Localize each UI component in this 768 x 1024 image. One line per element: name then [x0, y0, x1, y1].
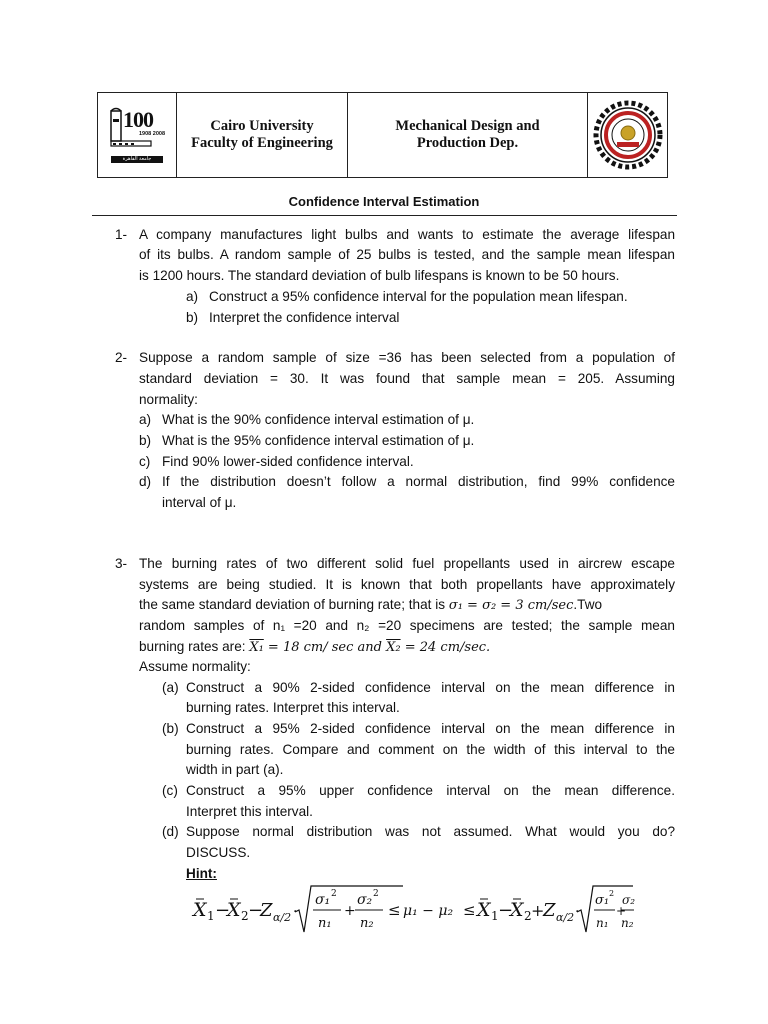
line-text: the same standard deviation of burning rate; that is: [139, 597, 446, 612]
part-label: b): [186, 310, 199, 325]
formula-minus: −: [215, 900, 231, 921]
formula-z: Z: [543, 900, 556, 921]
department-line2: Production Dep.: [416, 135, 519, 151]
logo-number: 100: [123, 107, 153, 132]
formula-sq: 2: [373, 889, 379, 899]
formula-leq: ≤: [463, 901, 476, 919]
question-line: A company manufactures light bulbs and wants to estimate the average lifespan: [139, 227, 675, 242]
department-logo-cell: [588, 93, 667, 177]
part-label: (c): [162, 783, 178, 798]
gear-emblem-icon: [593, 100, 663, 170]
formula-x2: X: [510, 899, 524, 921]
part-text: Suppose normal distribution was not assumed. What would you do?: [186, 824, 675, 839]
part-label: (b): [162, 721, 179, 736]
header-table: [97, 92, 668, 178]
question-line: [139, 595, 675, 617]
part-text: What is the 90% confidence interval estimation of μ.: [162, 412, 475, 427]
part-label: b): [139, 433, 152, 448]
university-name: Cairo University: [210, 118, 314, 134]
question-line: [139, 637, 490, 659]
department-cell: [348, 93, 588, 177]
question-line: Suppose a random sample of size =36 has been selected from a population of: [139, 350, 675, 365]
x2-value: = 24 cm/sec.: [400, 640, 491, 655]
university-cell: [177, 93, 348, 177]
formula-x2: X: [227, 899, 241, 921]
hint-label: Hint:: [186, 866, 217, 881]
part-text: burning rates. Compare and comment on the width of this interval to the: [186, 742, 675, 757]
formula-n2: n₂: [360, 916, 374, 931]
question-line: normality:: [139, 392, 198, 407]
part-text: What is the 95% confidence interval estimation of μ.: [162, 433, 475, 448]
formula-n1: n₁: [318, 916, 332, 931]
question-line: standard deviation = 30. It was found that sample mean = 205. Assuming: [139, 371, 675, 386]
x1-bar: X₁: [249, 640, 264, 655]
formula-plus: +: [616, 904, 627, 918]
formula-sigma1: σ₁: [595, 893, 610, 908]
question-number: 3-: [115, 556, 128, 571]
formula-sub2: 2: [524, 909, 532, 923]
formula-mu: μ₁ − μ₂: [403, 903, 454, 919]
part-text: width in part (a).: [186, 762, 284, 777]
question-line: is 1200 hours. The standard deviation of bulb lifespans is known to be 50 hours.: [139, 268, 620, 283]
part-label: c): [139, 454, 151, 469]
title-divider: [92, 215, 677, 216]
page-title: Confidence Interval Estimation: [288, 194, 480, 209]
part-text-cont: interval of μ.: [162, 495, 237, 510]
formula-leq: ≤: [388, 901, 401, 919]
part-text: Construct a 95% 2-sided confidence interval on the mean difference in: [186, 721, 675, 736]
formula-sigma2: σ₂: [357, 892, 373, 908]
formula-sq: 2: [609, 889, 615, 898]
logo-arabic-text: جامعة القاهرة: [111, 156, 163, 163]
confidence-interval-formula: [185, 882, 635, 942]
formula-plus: +: [344, 903, 356, 919]
question-line: of its bulbs. A random sample of 25 bulbs is tested, and the sample mean lifespan: [139, 247, 675, 262]
assume-normality: Assume normality:: [139, 659, 251, 674]
formula-minus: −: [498, 900, 514, 921]
cairo-university-logo-cell: [98, 93, 177, 177]
formula-dot: ·: [293, 904, 298, 920]
question-number: 1-: [115, 227, 128, 242]
part-label: (a): [162, 680, 179, 695]
department-line1: Mechanical Design and: [395, 118, 540, 134]
formula-sigma1: σ₁: [315, 892, 331, 908]
question-line: random samples of n₁ =20 and n₂ =20 specimens are tested; the sample mean: [139, 618, 675, 633]
formula-n2: n₂: [621, 916, 634, 930]
part-label: (d): [162, 824, 179, 839]
question-line: systems are being studied. It is known that both propellants have approximately: [139, 577, 675, 592]
formula-sq: 2: [331, 889, 337, 899]
part-text: Construct a 95% confidence interval for the population mean lifespan.: [209, 289, 628, 304]
formula-x1: X: [193, 899, 207, 921]
formula-sigma2: σ₂: [622, 893, 635, 907]
part-text: Construct a 90% 2-sided confidence interval on the mean difference in: [186, 680, 675, 695]
formula-plus: +: [531, 901, 545, 920]
part-text: Interpret this interval.: [186, 804, 313, 819]
part-label: a): [139, 412, 152, 427]
x2-bar: X₂: [386, 640, 401, 655]
part-label: a): [186, 289, 199, 304]
and-word: and: [357, 640, 387, 655]
question-line: The burning rates of two different solid fuel propellants used in aircrew escape: [139, 556, 675, 571]
part-text: Find 90% lower-sided confidence interval.: [162, 454, 414, 469]
faculty-name: Faculty of Engineering: [191, 135, 333, 151]
logo-years: 1908 2008: [139, 131, 165, 137]
part-text: burning rates. Interpret this interval.: [186, 700, 400, 715]
cairo-university-logo: [109, 107, 165, 163]
formula-sub1: 1: [207, 909, 215, 923]
x1-value: = 18 cm/ sec: [263, 640, 358, 655]
part-text: If the distribution doesn’t follow a normal distribution, find 99% confidence: [162, 474, 675, 489]
formula-zsub: α/2: [273, 911, 292, 924]
formula-minus: −: [248, 900, 264, 921]
formula-sub2: 2: [241, 909, 249, 923]
formula-z: Z: [260, 900, 273, 921]
formula-x1: X: [477, 899, 491, 921]
part-text: Construct a 95% upper confidence interval on the mean difference.: [186, 783, 675, 798]
line-text: burning rates are:: [139, 639, 246, 654]
formula-sub1: 1: [491, 909, 499, 923]
line-end: .Two: [573, 597, 603, 612]
formula-zsub: α/2: [556, 911, 575, 924]
part-text: DISCUSS.: [186, 845, 251, 860]
formula-dot: ·: [575, 904, 580, 920]
part-label: d): [139, 474, 152, 489]
part-text: Interpret the confidence interval: [209, 310, 400, 325]
formula-n1: n₁: [596, 916, 609, 930]
sigma-equation: σ₁ = σ₂ = 3 cm/sec: [448, 598, 574, 613]
question-number: 2-: [115, 350, 128, 365]
